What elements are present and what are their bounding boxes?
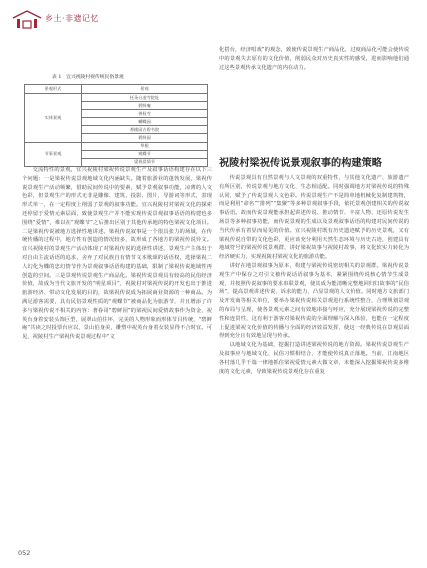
item-cell: 碧鲜庵: [82, 102, 208, 110]
item-cell: 梁祝爱情节: [82, 158, 208, 166]
category-cell: 实体景观: [25, 94, 82, 143]
item-cell: 善权寺: [82, 110, 208, 118]
section-title: 祝陵村梁祝传说景观叙事的构建策略: [219, 158, 382, 169]
house-roof-icon: [12, 10, 42, 30]
brand-name: 乡土·非遗记忆: [45, 14, 100, 23]
item-cell: 蝴蝶园: [82, 118, 208, 126]
paragraph: 讲好在地景观叙事为原本，构建与梁祝传说密切相关的景观群。梁祝传说景观生产中保存之对引文被传说话语叙事为基本，紧紧围绕传说核心情节生成景观，并按照传说叙事的要求串联景观，使其成为能清晰完整地回归归故事的“民俗场”，提高景观讲述传说、诉求的能力，凸显景观的人文价值。同时地方文旅部门及开发商等相关单位，要举办梁祝传说相关景观进行系统性整合，合理规划景观的布局与呈现，使各景观元素之间有效地串接与呼应，充分展现梁祝传说的完整性和连贯性，这有利于游客对梁祝传说的全面理解与深入体验，也能在一定程度上促进梁祝文化价值的传播与全面的经济效益发挥，使这一经典传说在景观层面得到充分且有效地呈现与传承。: [219, 262, 409, 340]
table-caption: 表 1 宜兴视陵村视传统民俗景观: [52, 75, 124, 80]
item-cell: 香桃园古碧书院: [82, 126, 208, 134]
item-cell: 观蝶节: [82, 150, 208, 158]
table-row: [25, 94, 208, 102]
right-column-top-text: [219, 46, 409, 72]
category-cell: 节事景观: [25, 142, 82, 166]
item-cell: 草根: [82, 142, 208, 150]
table-header-row: [25, 85, 208, 94]
paragraph: 传说景观具有自然景观与人文景观的双重特性，与其他文化遗产、旅游遗产有所区别，传说景观与地方文化、生态相适配。同时强调地方对梁祝传说的特殊认同，赋予了传说景观人文色彩。传说景观生产不是简单地机械化复制建筑物，而是利用“命名”“排列”“集聚”等多种景观叙事手段，依托景观创建相关的传说叙事话语。故而传说景观能承担起讲述传说、推动情节、丰富人物、还原传说发生场景等多种叙事功能，而传说景观的生成以及景观叙事话语的构建对民间传说的当代传承有着显而易见的价值。宜兴祝陵村既有历史遗迹赋予的历史景观，又有梁祝传说自带的文化色彩，更应该充分利用天然生态环境与历史古迹，创建具有地域符号的梁祝传说景观群，讲好梁祝故事与祝陵村故事，将文化软实力转化为经济硬实力，实现祝陵村梁祝文化的旅游功能。: [219, 175, 409, 261]
header-cell: 景观: [82, 85, 208, 94]
paragraph: 交流特性的景观，宜兴祝陵村梁祝传说景观生产及叙事话语构建存在以下三个问题：一是梁祝传说景观地域文化内涵缺失。随着旅游业的蓬勃发展，梁祝传说景观生产活动频繁，借助民间传说中的要素，赋予景观叙事功能，凉薄的人文色彩，但景观生产的形式无非是雕像、建筑、投影、图片，导游词等形式，表现形式单一，在一定程度上削弱了景观的叙事功能。宜兴祝陵村对梁祝文化的探索还停留于爱情元素层面，致使景观生产并不能实现传说景观叙事话语的构建也多围绕“爱情”，难以在“观蝶节”之后推出区别于其他传承地的特色梁祝文化项目。二是梁祝传说被地方选择性地讲述。梁祝传说叙事是一个很具张力的场域，在传统传播的过程中，地方性有创造的情况较多，故形成了各地方的梁祝传说异文。宜兴祝陵村的景观生产活动体现了对梁祝传说的选择性讲述，景观生产主体出于对自由主流话语的追求，舍弃了对民族自有情节文本歌颂的话语权，选择梁祝二人幻化为蝶的忠幻情节作为景观叙事话语构建的基础，限制了梁祝传说地域性再创造的空间。三是景观传说景观生产商品化。梁祝传说景观具有较高的民俗经济价值，故成为当代文旅开发的“明星项目”，祝陵村对梁祝传说的开发也出于推进旅游经济、带动文化发展的目的，故梁祝传说成为拓展商业资源的一种商品。为满足游客需要，具有民俗景观性质的“观蝶节”被商品化为旅游节，并且增添了许多与梁祝传说不相关的内容：著眷哥“碧鲜园”的梁祝民间爱情故事作为资金，祝英台身着安装头饰巨型，展翠山伯往坏，完美的人物形象而形体节目传统，“碧鲜庵”共读之时投票台应以，景山伯身美，雕塑中祝英台身着女装显得不合时宜。可见，祝陵村生产梁祝传说景观过程中“文: [22, 167, 212, 341]
header-cell: 景观形式: [25, 85, 82, 94]
page-number: 052: [18, 549, 31, 557]
right-column-body: [219, 174, 409, 376]
paragraph: 以地域文化为基础，挖掘打造讲述梁祝传说的地方资源。梁祝传说景观生产及叙事应与地域文化、民俗习惯相结合，才能使传说真正落地。当前，江南地区各村落几乎千篇一律地抓住梁祝爱情元素大做文章，未能深入挖掘梁祝传说多维度的文化元素，导致梁祝传说景观化存在重复: [219, 342, 409, 375]
table-row: [25, 142, 208, 150]
header-logo: [12, 8, 100, 34]
left-column-text: [22, 166, 212, 342]
paragraph: 化搭台，经济唱戏”的观念，致使传说景观生产商品化，过度商品化可能会使传说中的景观失去原有的文化价值，削弱民众对历史真实性的感受，进而影响他们通过这些景观传承文化遗产的内在动力。: [219, 47, 409, 71]
item-cell: 托朵台凌寺院址: [82, 94, 208, 102]
item-cell: 碧鲜园: [82, 134, 208, 142]
folk-landscape-table: [24, 84, 208, 167]
